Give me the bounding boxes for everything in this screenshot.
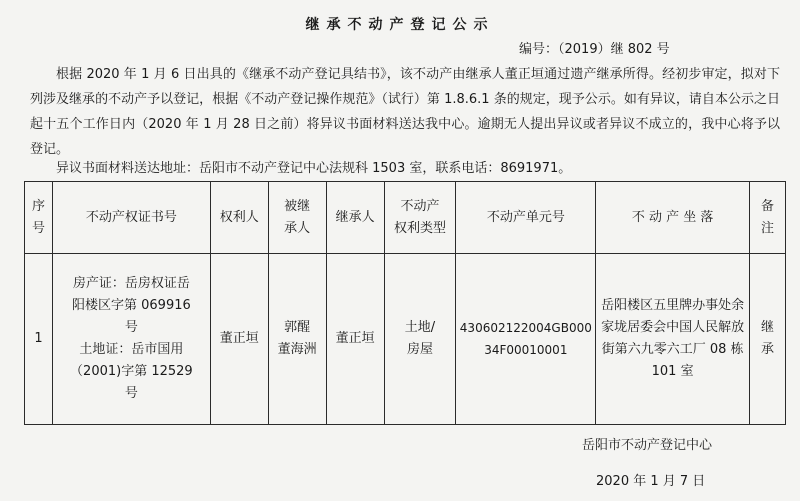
cell-remark: 继 承 xyxy=(749,254,785,425)
header-decedent: 被继 承人 xyxy=(268,182,326,254)
cell-heir: 董正垣 xyxy=(326,254,384,425)
registration-table xyxy=(24,181,786,425)
header-location: 不 动 产 坐 落 xyxy=(596,182,750,254)
header-cert-no: 不动产权证书号 xyxy=(52,182,210,254)
table-header-row xyxy=(25,182,786,254)
issue-date: 2020 年 1 月 7 日 xyxy=(596,474,706,489)
cell-cert-no: 房产证：岳房权证岳 阳楼区字第 069916 号 土地证：岳市国用 （2001)字第 12529 号 xyxy=(52,254,210,425)
cell-location: 岳阳楼区五里牌办事处余 家垅居委会中国人民解放 街第六九零六工厂 08 栋 101 室 xyxy=(596,254,750,425)
notice-body xyxy=(30,62,780,162)
document-title: 继承不动产登记公示 xyxy=(305,17,495,33)
document-number: 编号：（2019）继 802 号 xyxy=(519,42,670,57)
cell-right-holder: 董正垣 xyxy=(210,254,268,425)
header-right-holder: 权利人 xyxy=(210,182,268,254)
header-unit-no: 不动产单元号 xyxy=(456,182,596,254)
issuing-organization: 岳阳市不动产登记中心 xyxy=(582,438,713,453)
objection-address: 异议书面材料送达地址：岳阳市不动产登记中心法规科 1503 室，联系电话：8691971。 xyxy=(56,161,572,176)
table-row xyxy=(25,254,786,425)
header-right-type: 不动产 权利类型 xyxy=(384,182,456,254)
header-heir: 继承人 xyxy=(326,182,384,254)
header-seq: 序 号 xyxy=(25,182,53,254)
cell-seq: 1 xyxy=(25,254,53,425)
cell-right-type: 土地/ 房屋 xyxy=(384,254,456,425)
cell-unit-no: 430602122004GB00034F00010001 xyxy=(456,254,596,425)
header-remark: 备 注 xyxy=(749,182,785,254)
notice-paragraph: 根据 2020 年 1 月 6 日出具的《继承不动产登记具结书》，该不动产由继承人董正垣通过遗产继承所得。经初步审定，拟对下列涉及继承的不动产予以登记，根据《不动产登记操作规范》（试行）第 1.8.6.1 条的规定，现予公示。如有异议，请自本公示之日起十五个工作日内（2020 年 1 月 28 日之前）将异议书面材料送达我中心。逾期无人提出异议或者异议不成立的，我中心将予以登记。 xyxy=(30,67,780,157)
cell-decedent: 郭醒 董海洲 xyxy=(268,254,326,425)
